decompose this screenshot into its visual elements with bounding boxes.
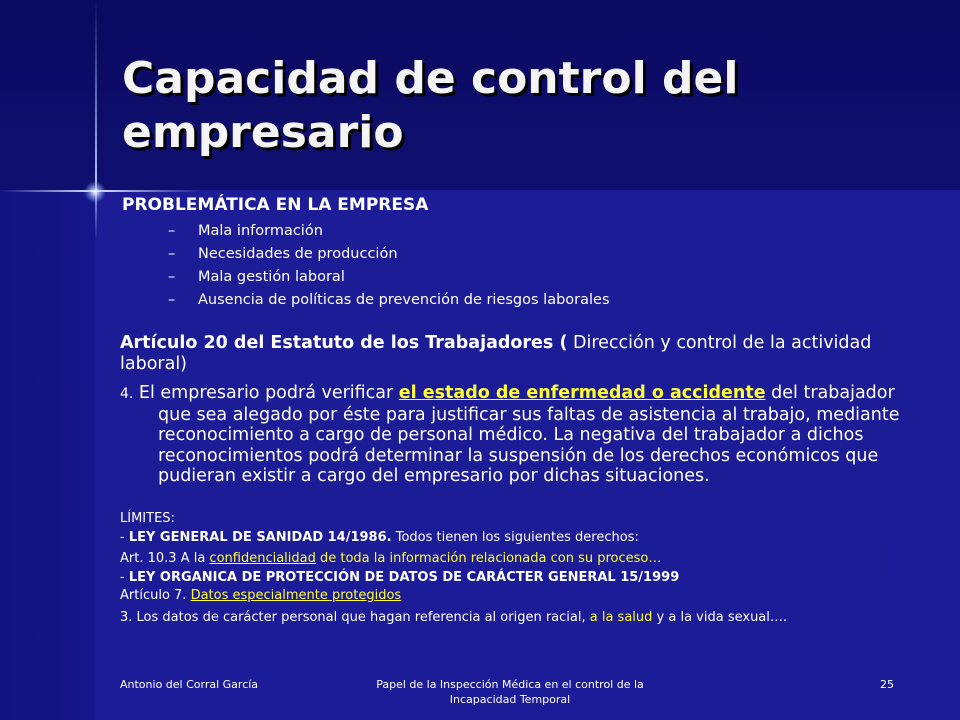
articulo-title-rest: Dirección y control de la actividad laboral) <box>120 333 872 374</box>
ley-sanidad-line <box>120 529 639 546</box>
dash-bullet: – <box>168 292 176 308</box>
ley1-title: LEY GENERAL DE SANIDAD 14/1986. <box>128 530 392 545</box>
problematica-list <box>168 220 610 312</box>
star-flare-icon <box>84 181 106 203</box>
list-item <box>168 220 610 243</box>
art2-prefix: Artículo 7. <box>120 588 191 603</box>
articulo-paragraph <box>120 383 910 487</box>
ley-proteccion-datos-line <box>120 569 679 586</box>
salud-highlight: a la salud <box>589 610 653 625</box>
dash-bullet: – <box>168 223 176 239</box>
art-7-line <box>120 587 401 604</box>
art-10-3-line <box>120 550 661 567</box>
confidencialidad-link[interactable]: confidencialidad <box>209 551 316 566</box>
art3-prefix: 3. Los datos de carácter personal que hagan referencia al origen racial, <box>120 610 590 625</box>
datos-salud-line <box>120 609 787 626</box>
articulo-text-before: El empresario podrá verificar <box>133 383 399 403</box>
problematica-heading: PROBLEMÁTICA EN LA EMPRESA <box>122 195 429 215</box>
datos-protegidos-link[interactable]: Datos especialmente protegidos <box>190 588 402 603</box>
articulo-title <box>120 333 900 375</box>
star-flare-vertical <box>95 0 97 240</box>
enfermedad-link[interactable]: el estado de enfermedad o accidente <box>398 383 766 403</box>
articulo-text-after: del trabajador que sea alegado por éste para justificar sus faltas de asistencia al trabajo, mediante reconocimiento a cargo de personal médico. La negativa del trabajador a dichos reconocimientos podrá determinar la suspensión de los derechos económicos que pudieran existir a cargo del empresario por dichas situaciones. <box>158 383 900 486</box>
list-item-text: Mala gestión laboral <box>198 269 345 285</box>
footer-presentation-title: Papel de la Inspección Médica en el control de la Incapacidad Temporal <box>376 678 644 706</box>
list-item <box>168 289 610 312</box>
dash-bullet: – <box>168 246 176 262</box>
ley1-prefix: - <box>120 530 129 545</box>
footer-author: Antonio del Corral García <box>120 678 259 691</box>
list-item <box>168 243 610 266</box>
articulo-title-bold: Artículo 20 del Estatuto de los Trabajadores ( <box>120 333 568 353</box>
limites-label: LÍMITES: <box>120 511 175 526</box>
art1-rest: de toda la información relacionada con su proceso… <box>315 551 662 566</box>
art1-prefix: Art. 10.3 A la <box>120 551 210 566</box>
footer-page-number: 25 <box>880 678 894 691</box>
list-item-text: Ausencia de políticas de prevención de riesgos laborales <box>198 292 610 308</box>
dash-bullet: – <box>168 269 176 285</box>
ley2-prefix: - <box>120 570 129 585</box>
slide-title: Capacidad de control del empresario <box>122 53 739 158</box>
articulo-number: 4. <box>120 386 134 402</box>
ley1-rest: Todos tienen los siguientes derechos: <box>391 530 639 545</box>
ley2-title: LEY ORGANICA DE PROTECCIÓN DE DATOS DE CARÁCTER GENERAL 15/1999 <box>128 570 680 585</box>
list-item-text: Necesidades de producción <box>198 246 398 262</box>
articulo-body <box>120 383 910 487</box>
list-item-text: Mala información <box>198 223 323 239</box>
list-item <box>168 266 610 289</box>
art3-rest: y a la vida sexual…. <box>652 610 788 625</box>
